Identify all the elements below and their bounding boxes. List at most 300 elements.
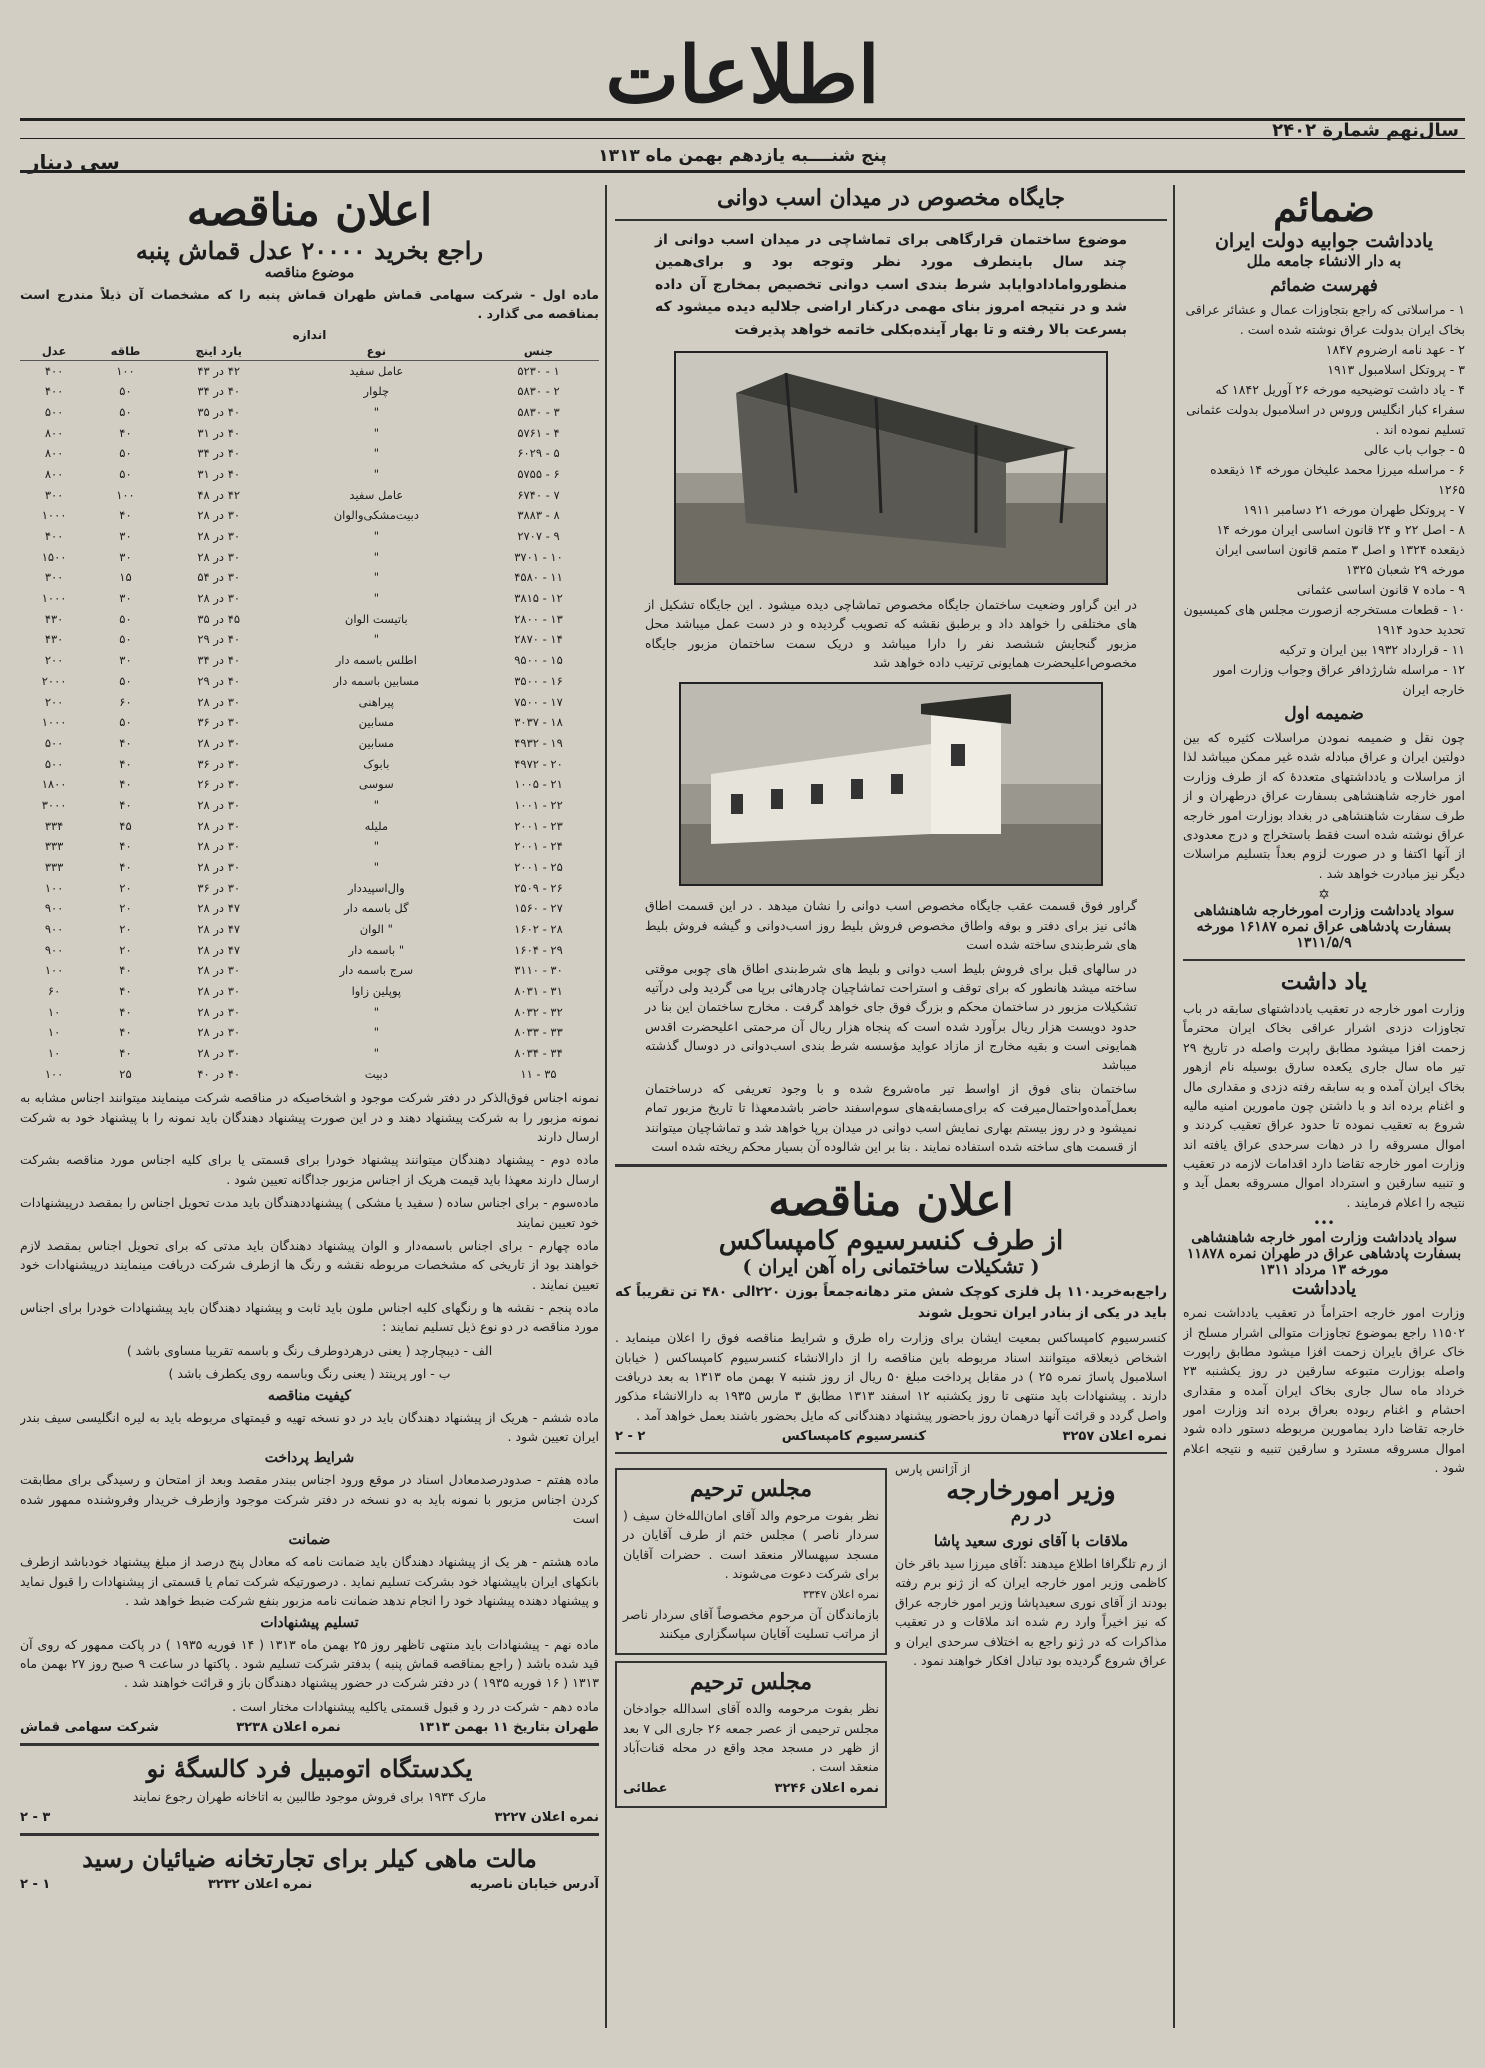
table-cell: ۲۳ - ۲۰۰۱ <box>514 818 563 833</box>
table-cell: ۳۰ <box>119 591 132 606</box>
table-cell: ۳۰ در ۲۸ <box>197 1025 241 1040</box>
table-cell: ۵۰۰ <box>44 735 64 750</box>
table-cell: ۱۵ - ۹۵۰۰ <box>514 653 563 668</box>
table-cell: ۲۰ <box>119 942 132 957</box>
table-cell: ۳۰ در ۲۸ <box>197 694 241 709</box>
table-cell: " <box>373 1045 379 1060</box>
col-roll: طاقه <box>88 342 163 361</box>
table-cell: ۴ - ۵۷۶۱ <box>517 425 560 440</box>
table-row <box>20 547 599 568</box>
cotton-table <box>20 342 599 1085</box>
rear-building-illustration <box>681 684 1101 884</box>
memorial-two-footer <box>623 1781 879 1796</box>
memorial-one-text: نظر بفوت مرحوم والد آقای امان‌الله‌خان سیف ( سردار ناصر ) مجلس ختم از طرف آقایان در مسجد سپهسالار منعقد است . حضرات آقایان برای شرکت دعوت می‌شوند . <box>623 1508 879 1582</box>
issue-price: سی دینار <box>28 150 120 174</box>
table-cell: " <box>373 467 379 482</box>
table-cell: " <box>373 405 379 420</box>
table-row <box>20 712 599 733</box>
tender-ad-footer <box>615 1429 1167 1444</box>
table-cell: ۴۰ در ۳۴ <box>197 446 241 461</box>
table-cell: مسابین <box>358 735 395 750</box>
table-cell: ۶۰ <box>119 694 132 709</box>
table-row <box>20 588 599 609</box>
left-column <box>20 185 599 2028</box>
table-cell: ۱۰۰ <box>116 487 135 502</box>
bottom-blocks <box>615 1462 1167 1814</box>
table-cell: ۳۰ <box>119 549 132 564</box>
tender-topic: موضوع مناقصه <box>264 265 355 281</box>
grandstand-illustration <box>676 353 1106 583</box>
table-cell: ۴۰ در ۴۰ <box>197 1066 241 1081</box>
table-cell: ۳۰ در ۲۶ <box>197 777 241 792</box>
memorial-notice-2 <box>615 1661 887 1808</box>
quality-header: کیفیت مناقصه <box>267 1387 352 1404</box>
table-cell: ۲۹ - ۱۶۰۴ <box>514 942 563 957</box>
table-cell: ۱۰۰ <box>44 963 64 978</box>
photo-one-caption: در این گراور وضعیت ساختمان جایگاه مخصوص تماشاچی دیده میشود . این جایگاه تشکیل از های مختلفی را خواهد داد و برطبق نقشه که تصویب گردیده و در دست عمل میباشد محل مزبور گنجایش ششصد نفر را دارا میباشد و دریک سمت ساختمان مزبور جایگاه مخصوص‌اعلیحضرت همایونی ترتیب داده خواهد شد <box>645 596 1137 671</box>
table-cell: ۲۰ <box>119 880 132 895</box>
table-cell: ۴۰ <box>119 1004 132 1019</box>
fish-ad-footer <box>20 1877 599 1892</box>
annexes-subtitle-2: به دار الانشاء جامعه ملل <box>1246 252 1402 270</box>
col-kind: جنس <box>478 342 599 361</box>
payment-header: شرایط پرداخت <box>264 1450 355 1467</box>
article-six: ماده ششم - هریک از پیشنهاد دهندگان باید در دو نسخه تهیه و قیمتهای مربوطه باید به لیره انگلیسی سیف بندر ایران تعیین شود . <box>20 1409 599 1444</box>
table-row <box>20 526 599 547</box>
table-cell: " <box>373 549 379 564</box>
fm-meeting-title: ملاقات با آقای نوری سعید پاشا <box>933 1532 1129 1551</box>
table-cell: ۸۰۰ <box>44 446 64 461</box>
table-cell: ۴۰ <box>119 839 132 854</box>
table-row <box>20 360 599 381</box>
car-ad-text: مارک ۱۹۳۴ برای فروش موجود طالبین به اتاخانه طهران رجوع نمایند <box>132 1789 487 1805</box>
table-cell: ۵ - ۶۰۲۹ <box>517 446 560 461</box>
table-row <box>20 774 599 795</box>
tender-number: نمره اعلان ۳۲۳۸ <box>236 1720 341 1736</box>
table-cell: ۱۰۰۰ <box>41 591 67 606</box>
table-cell: ۱۰۰۰ <box>41 508 67 523</box>
tender-place-date: طهران بتاریخ ۱۱ بهمن ۱۳۱۳ <box>418 1720 599 1736</box>
table-cell: ۱۳ - ۲۸۰۰ <box>514 611 563 626</box>
table-cell: ۳۰ در ۲۸ <box>197 735 241 750</box>
table-cell: ۴۰ در ۳۱ <box>197 467 241 482</box>
table-cell: ۴۰ <box>119 983 132 998</box>
table-cell: ۴۰۰ <box>44 363 64 378</box>
article-paragraph: ساختمان بنای فوق از اواسط تیر ماه‌شروع شده و با وجود تعریفی که درساختمان بعمل‌آمده‌واحتمال‌میرفت که برای‌مسابقه‌های سوم‌اسفند حاضر باشدمعهذا تا تاریخ مزبور تمام نمیشود و در روز بیستم بهاری نمایش اسب دوانی در میدان برپا خواهد شد و تماشاچیان میتوانند از قسمت های ساخته شده استفاده نمایند . بنا بر این شالوده آن بسیار محکم ریخته شده است <box>645 1080 1137 1154</box>
table-row <box>20 878 599 899</box>
masthead <box>20 20 1465 174</box>
table-cell: بابوک <box>363 756 390 771</box>
table-cell: دبیت <box>364 1066 388 1081</box>
company-name: شرکت سهامی قماش <box>20 1720 159 1736</box>
table-cell: ۲ - ۵۸۳۰ <box>517 384 560 399</box>
table-cell: ۸۰۰ <box>44 467 64 482</box>
table-cell: ۴۰ در ۲۹ <box>197 673 241 688</box>
table-cell: " <box>373 570 379 585</box>
tender-ad-subtitle: ( تشکیلات ساختمانی راه آهن ایران ) <box>742 1256 1040 1279</box>
list-item: ۸ - اصل ۲۲ و ۲۴ قانون اساسی ایران مورخه ۱۴ ذیقعده ۱۳۲۴ و اصل ۳ متمم قانون اساسی ایران مورخه ۲۹ شعبان ۱۳۲۵ <box>1215 522 1465 577</box>
fm-text: از رم تلگرافا اطلاع میدهند :آقای میرزا سید باقر خان کاظمی وزیر امور خارجه ایران که از ژنو برم رفته بودند از آقای نوری سعیدپاشا وزیر امور خارجه عراق که نیز اخیراً وارد رم شده اند ملاقات و در تعقیب مذاکرات که در ژنو راجع به اختلاف سرحدی ایران و عراق شروع گردیده بود تبادل افکار خواهند نمود . <box>895 1556 1167 1668</box>
table-cell: مسابین باسمه دار <box>333 673 420 688</box>
table-cell: ۲۱ - ۱۰۰۵ <box>514 777 563 792</box>
note-one-title: یاد داشت <box>1280 969 1368 995</box>
table-cell: ۲۸ - ۱۶۰۲ <box>514 921 563 936</box>
divider <box>615 1164 1167 1167</box>
memorial-one-title: مجلس ترحیم <box>689 1476 813 1503</box>
table-cell: ۱۵ <box>119 570 132 585</box>
tender-ad-number: نمره اعلان ۳۲۵۷ <box>1062 1429 1167 1445</box>
table-cell: ۳۰۰۰ <box>41 797 67 812</box>
table-cell: " <box>373 1004 379 1019</box>
table-cell: ۶۰ <box>47 983 61 998</box>
table-cell: ۴۰ <box>119 425 132 440</box>
size-header: اندازه <box>292 327 327 342</box>
table-cell: ۴۰ <box>119 797 132 812</box>
table-cell: ۴۰۰ <box>44 384 64 399</box>
table-cell: " <box>373 446 379 461</box>
list-item: ۴ - یاد داشت توضیحیه مورخه ۲۶ آوریل ۱۸۴۲ که سفراء کبار انگلیس وروس در اسلامبول بدولت عثمانی تسلیم نموده اند . <box>1186 382 1465 437</box>
table-cell: ۴۷ در ۲۸ <box>197 921 241 936</box>
table-cell: ۴۵ <box>119 818 132 833</box>
article-five-a: الف - دیبچارچد ( یعنی درهردوطرف رنگ و باسمه تقریبا مساوی باشد ) <box>126 1342 493 1358</box>
table-cell: ۱۶ - ۳۵۰۰ <box>514 673 563 688</box>
table-row <box>20 402 599 423</box>
table-cell: ۵۰ <box>119 467 132 482</box>
article-one: ماده اول - شرکت سهامی قماش طهران قماش پنبه را که مشخصات آن ذیلاً مندرج است بمناقصه می گذارد . <box>20 287 599 322</box>
table-cell: ۹۰۰ <box>44 921 64 936</box>
table-cell: ۴۰ <box>119 777 132 792</box>
col-size: یارد اینچ <box>163 342 275 361</box>
table-row <box>20 898 599 919</box>
right-column <box>1183 185 1465 2028</box>
tender-ad-signature: کنسرسیوم کامپساکس <box>781 1429 927 1445</box>
tender-ad-title: اعلان مناقصه <box>768 1175 1014 1227</box>
table-cell: ۹۰۰ <box>44 942 64 957</box>
table-row <box>20 754 599 775</box>
table-row <box>20 567 599 588</box>
table-cell: ۳۰ <box>119 529 132 544</box>
table-cell: ۱۰۰ <box>44 1066 64 1081</box>
table-row <box>20 629 599 650</box>
photo-two-caption: گراور فوق قسمت عقب جایگاه مخصوص اسب دوانی را نشان میدهد . در این قسمت اطاق هائی نیز برای دفتر و بوفه واطاق مخصوص فروش بلیط روز اسب‌دوانی و گیشه فروش بلیط های شرط‌بندی ساخته شده است <box>645 898 1137 953</box>
table-cell: ۱۰۰۰ <box>41 715 67 730</box>
table-cell: ۱۰ - ۳۷۰۱ <box>514 549 563 564</box>
note-two-text: وزارت امور خارجه احتراماً در تعقیب یادداشت نمره ۱۱۵۰۲ راجع بموضوع تجاوزات متوالی اشرار مسلح از خاک عراق بایران زحمت افزا میشود مطابق راپورت واصله بوزارت متبوعه سارقین در روز یکشنبه ۲۳ خرداد ماه سال جاری بخاک ایران آمده و مقداری احشام و اغنام ربوده بعراق برده اند وزارت امور خارجه تقاضا دارد بمامورین مربوطه دستور داده شود اموال مسروقه مسترد و سارقین تنبیه و نتیجه اعلام شود . <box>1183 1305 1465 1476</box>
table-cell: ۵۰ <box>119 611 132 626</box>
table-cell: ۴۳۰ <box>44 611 64 626</box>
list-item: ۲ - عهد نامه ارضروم ۱۸۴۷ <box>1325 342 1465 357</box>
table-cell: " <box>373 839 379 854</box>
table-cell: پیراهنی <box>358 694 394 709</box>
list-item: ۱۲ - مراسله شارژدافر عراق وجواب وزارت امور خارجه ایران <box>1213 662 1465 697</box>
table-cell: ۵۰ <box>119 673 132 688</box>
masthead-rule <box>20 118 1465 121</box>
table-cell: ۴۷ در ۲۸ <box>197 901 241 916</box>
article-lead: موضوع ساختمان قرارگاهی برای تماشاچی در میدان اسب دوانی از چند سال باینطرف مورد نظر وتوجه بود و برای‌همین منظوروامادادوایابد شرط بندی اسب دوانی تخصیص بمخارج آن داده شد و در نتیجه امروز بنای مهمی درکنار اراضی جلالیه دیده میشود که بسرعت بالا رفته و تا بهار آینده‌بکلی خاتمه خواهد پذیرفت <box>655 232 1127 338</box>
table-cell: ۳۰ در ۲۸ <box>197 859 241 874</box>
note-one-text: وزارت امور خارجه در تعقیب یادداشتهای سابقه در باب تجاوزات دزدی اشرار عراقی بخاک ایران محترماً زحمت افزا میشود مطابق راپرت واصله در تاریخ ۲۹ تیر ماه سال جاری یکعده سارق بوسیله نام ازهور بخاک ایران آمده و به سابقه رفته دزدی و مقداری مال و اغنام برده اند و با داشتن چون مامورین امنیه مالیه شروع به تعقیب نموده تا حدود عراق تعقیب کردند و اموال مسروقه را در دهات سرحدی عراق یافته اند وزارت امور خارجه تقاضا دارد اقدامات لازمه در تعقیب و تنبیه سارقین و استرداد اموال مسروقه بعمل آید و نتیجه را اعلام فرمایند . <box>1183 1001 1465 1210</box>
cotton-tender-subtitle: راجع بخرید ۲۰۰۰۰ عدل قماش پنبه <box>135 236 484 265</box>
annex-list-title: فهرست ضمائم <box>1270 276 1378 296</box>
table-cell: ۷ - ۶۷۴۰ <box>517 487 560 502</box>
divider <box>1183 959 1465 961</box>
list-item: ۱۰ - قطعات مستخرجه ازصورت مجلس های کمیسیون تحدید حدود ۱۹۱۴ <box>1183 602 1465 637</box>
table-cell: ۲۶ - ۲۵۰۹ <box>514 880 563 895</box>
table-cell: ۴۲ در ۴۸ <box>197 487 241 502</box>
guarantee-header: ضمانت <box>288 1532 331 1549</box>
fish-ad-title: مالت ماهی کیلر برای تجارتخانه ضیائیان رسید <box>82 1844 537 1874</box>
table-cell: ۴۰ <box>119 963 132 978</box>
annex-one-title: ضمیمه اول <box>1284 704 1364 724</box>
table-cell: سرج باسمه دار <box>339 963 414 978</box>
memorial-two-signature: عطائی <box>623 1780 668 1796</box>
copy-one-title: سواد یادداشت وزارت امورخارجه شاهنشاهی بسفارت پادشاهی عراق نمره ۱۶۱۸۷ مورخه ۱۳۱۱/۵/۹ <box>1193 903 1455 951</box>
table-cell: " <box>373 1025 379 1040</box>
divider <box>615 1452 1167 1454</box>
table-cell: ۳۰ در ۳۶ <box>197 756 241 771</box>
table-cell: ۳۲ - ۸۰۳۲ <box>514 1004 563 1019</box>
table-cell: ۳۱ - ۸۰۳۱ <box>514 983 563 998</box>
memorial-one-number: نمره اعلان ۳۳۴۷ <box>802 1587 879 1601</box>
tender-ad-code: ۲ - ۲ <box>615 1429 646 1445</box>
article-nine: ماده نهم - پیشنهادات باید منتهی تاظهر روز ۲۵ بهمن ماه ۱۳۱۳ ( ۱۴ فوریه ۱۹۳۵ ) در پاکت ممهور که روی آن قید شده باشد ( راجع بمناقصه قماش پنبه ) بدفتر شرکت تسلیم شود . پاکتها در ساعت ۹ صبح روز ۲۷ بهمن ماه ۱۳۱۳ ( ۱۶ فوریه ۱۹۳۵ ) در دفتر شرکت در حضور پیشنهاد دهندگان باز و قرائت خواهند شد . <box>20 1636 599 1691</box>
dots-ornament-icon: ••• <box>1313 1216 1335 1231</box>
table-cell: ۲۰ <box>119 921 132 936</box>
table-cell: " <box>373 425 379 440</box>
table-cell: ۳۰ در ۲۸ <box>197 983 241 998</box>
table-cell: ۵۰ <box>119 715 132 730</box>
table-cell: ۴۷ در ۲۸ <box>197 942 241 957</box>
memorial-notice-1 <box>615 1468 887 1655</box>
car-ad-number: نمره اعلان ۳۲۲۷ <box>494 1810 599 1826</box>
table-cell: ۳۳۴ <box>44 818 64 833</box>
table-cell: ۴۵ در ۳۵ <box>197 611 241 626</box>
tender-ad-bold: راجع‌به‌خرید۱۱۰ پل فلزی کوچک شش متر دهانه‌جمعاً بوزن ۲۲۰الی ۴۸۰ تن تقریباً که باید در یکی از بنادر ایران تحویل شوند <box>615 1284 1167 1322</box>
cotton-tender-footer <box>20 1720 599 1735</box>
article-three: ماده‌سوم - برای اجناس ساده ( سفید یا مشکی ) پیشنهاددهندگان باید مدت تحویل اجناس را بمقصد درپیشنهادات خود تعیین نمایند <box>20 1195 599 1230</box>
table-cell: ۳۰ - ۳۱۱۰ <box>514 963 563 978</box>
delivery-header: تسلیم پیشنهادات <box>260 1614 359 1631</box>
table-cell: ۳۰ در ۳۶ <box>197 715 241 730</box>
table-cell: ۲۰۰ <box>44 653 64 668</box>
article-five: ماده پنجم - نقشه ها و رنگهای کلیه اجناس ملون باید ثابت و پیشنهاد دهندگان باید پیشنهادات خودرا برای اجناس مورد مناقصه در دو نوع ذیل تسلیم نمایند : <box>20 1300 599 1335</box>
table-row <box>20 671 599 692</box>
memorial-notices <box>615 1462 887 1814</box>
masthead-rule-2 <box>20 138 1465 139</box>
table-row <box>20 816 599 837</box>
table-cell: ۱۵۰۰ <box>41 549 67 564</box>
table-cell: ۴۰ <box>119 756 132 771</box>
grandstand-photo <box>674 351 1108 585</box>
table-cell: ۴۰ در ۲۹ <box>197 632 241 647</box>
col-type: نوع <box>275 342 478 361</box>
table-cell: " <box>373 529 379 544</box>
table-cell: ۳۰ در ۲۸ <box>197 549 241 564</box>
middle-column <box>615 185 1167 2028</box>
table-cell: ۴۰ <box>119 1045 132 1060</box>
table-cell: مسابین <box>358 715 395 730</box>
table-cell: پوپلین زاوا <box>351 983 402 998</box>
table-cell: ۱۷ - ۷۵۰۰ <box>514 694 563 709</box>
table-cell: ۳۳۳ <box>44 859 64 874</box>
car-ad-code: ۳ - ۲ <box>20 1810 51 1826</box>
table-cell: " <box>373 591 379 606</box>
table-cell: " الوان <box>359 921 393 936</box>
table-row <box>20 650 599 671</box>
table-cell: ۳۰ در ۲۸ <box>197 529 241 544</box>
table-cell: ۲۷ - ۱۵۶۰ <box>514 901 563 916</box>
table-cell: ۴۰ در ۳۴ <box>197 653 241 668</box>
table-cell: ۱۰۰ <box>116 363 135 378</box>
table-cell: وال‌اسپیددار <box>347 880 405 895</box>
column-divider-1 <box>1173 185 1175 2028</box>
tender-ad-text: کنسرسیوم کامپساکس بمعیت ایشان برای وزارت راه طرق و شرایط مناقصه فوق را اعلان مینماید . اشخاص ذیعلاقه میتوانند اسناد مربوطه باین مناقصه را از دارالانشاء کنسرسیوم کامپساکس ( خیابان اسلامبول پاساژ نمره ۲۵ ) در مقابل پرداخت مبلغ ۵۰ ریال از روز شنبه ۷ بهمن ماه ۱۳۱۳ به بعد دریافت دارند . پیشنهادات باید منتهی تا روز یکشنبه ۱۲ اسفند ۱۳۱۳ مطابق ۳ مارس ۱۹۳۵ به دارالانشاء مذکور واصل گردد و قرائت آنها درهمان روز باحضور پیشنهاد دهندگانی که مایل بحضور باشند بعمل خواهد آمد . <box>615 1330 1167 1423</box>
col-bale: عدل <box>20 342 88 361</box>
table-cell: ۶ - ۵۷۵۵ <box>517 467 560 482</box>
masthead-rule-3 <box>20 170 1465 173</box>
table-cell: ۴۲ در ۴۳ <box>197 363 241 378</box>
table-cell: ۳۰ در ۳۶ <box>197 880 241 895</box>
article-five-b: ب - اور پرینتد ( یعنی رنگ وباسمه روی یکطرف باشد ) <box>168 1366 451 1382</box>
table-cell: ملیله <box>364 818 389 833</box>
table-row <box>20 857 599 878</box>
table-row <box>20 981 599 1002</box>
annex-one-text: چون نقل و ضمیمه نمودن مراسلات کثیره که بین دولتین ایران و عراق مبادله شده غیر ممکن میباشد لذا از مراسلات و یادداشتهای متعددهٔ که از طرف وزارت امور خارجه شاهنشاهی بسفارت عراق درطهران و از طرف سفارت شاهنشاهی در بغداد بوزارت امور خارجه عراق نوشته شده است فقط باستخراج و درج معدودی از آنها اکتفا و در صورت لزوم بعداً بتسلیم مراسلات دیگر نیز مبادرت خواهد شد . <box>1183 730 1465 881</box>
table-cell: ۵۰۰ <box>44 405 64 420</box>
table-cell: ۳۰۰ <box>44 570 64 585</box>
table-cell: " باسمه دار <box>348 942 405 957</box>
table-row <box>20 464 599 485</box>
article-two: ماده دوم - پیشنهاد دهندگان میتوانند پیشنهاد خودرا برای قسمتی یا برای کلیه اجناس مورد مناقصه بشرکت ارسال دارند معهذا باید قیمت هریک از اجناس مزبور جداگانه تعیین شود . <box>20 1152 599 1187</box>
newspaper-title: اطلاعات <box>605 30 880 121</box>
table-cell: گل باسمه دار <box>344 901 409 916</box>
table-row <box>20 1064 599 1085</box>
table-cell: ۳۰ <box>119 653 132 668</box>
table-row <box>20 795 599 816</box>
table-cell: ۲۵ <box>119 1066 132 1081</box>
table-cell: " <box>373 859 379 874</box>
table-cell: ۴۳۰ <box>44 632 64 647</box>
table-row <box>20 609 599 630</box>
table-cell: ۴۰ <box>119 508 132 523</box>
column-divider-2 <box>605 185 607 2028</box>
table-cell: ۱۰ <box>47 1004 61 1019</box>
list-item: ۱ - مراسلاتی که راجع بتجاوزات عمال و عشائر عراقی بخاک ایران بدولت عراق نوشته شده است . <box>1185 302 1465 337</box>
annexes-subtitle: یادداشت جوابیه دولت ایران <box>1214 230 1434 252</box>
issue-number: سال‌نهم شمارة ۲۴۰۲ <box>1272 120 1459 141</box>
table-cell: ۳۰ در ۲۸ <box>197 839 241 854</box>
table-row <box>20 692 599 713</box>
table-cell: ۴۰ <box>119 859 132 874</box>
pars-agency: از آژانس پارس <box>895 1462 971 1477</box>
table-cell: عامل سفید <box>349 487 404 502</box>
table-cell: ۹۰۰ <box>44 901 64 916</box>
table-cell: ۲۰ - ۴۹۷۲ <box>514 756 563 771</box>
table-row <box>20 505 599 526</box>
memorial-two-title: مجلس ترحیم <box>689 1669 813 1696</box>
table-row <box>20 1022 599 1043</box>
table-cell: چلوار <box>363 384 390 399</box>
note-two-title: یادداشت <box>1291 1278 1357 1300</box>
table-cell: ۴۰ در ۳۵ <box>197 405 241 420</box>
table-cell: ۵۰ <box>119 405 132 420</box>
cotton-table-body <box>20 360 599 1084</box>
car-ad-footer <box>20 1810 599 1825</box>
table-cell: ۳۰ در ۵۴ <box>197 570 241 585</box>
table-cell: ۱۰۰ <box>44 880 64 895</box>
table-cell: ۱۸ - ۳۰۳۷ <box>514 715 563 730</box>
fish-ad-address: آدرس خیابان ناصریه <box>469 1877 599 1893</box>
table-cell: ۳۳۳ <box>44 839 64 854</box>
table-header-row <box>20 342 599 361</box>
table-cell: ۳۰۰ <box>44 487 64 502</box>
table-row <box>20 919 599 940</box>
tender-ad-from: از طرف کنسرسیوم کامپساکس <box>718 1226 1064 1257</box>
table-cell: ۵۰ <box>119 446 132 461</box>
table-cell: ۱۰ <box>47 1025 61 1040</box>
table-row <box>20 485 599 506</box>
table-cell: عامل سفید <box>349 363 404 378</box>
table-cell: " <box>373 632 379 647</box>
fish-ad-number: نمره اعلان ۳۲۳۲ <box>207 1877 313 1893</box>
table-cell: ۳ - ۵۸۳۰ <box>517 405 560 420</box>
table-cell: ۳۵ - ۱۱ <box>520 1066 557 1081</box>
rear-building-photo <box>679 682 1103 886</box>
table-cell: ۲۵ - ۲۰۰۱ <box>514 859 563 874</box>
table-cell: ۵۰ <box>119 632 132 647</box>
table-cell: " <box>373 797 379 812</box>
table-row <box>20 960 599 981</box>
list-item: ۹ - ماده ۷ قانون اساسی عثمانی <box>1296 582 1465 597</box>
car-ad-title: یکدستگاه اتومبیل فرد کالسگهٔ نو <box>146 1754 473 1784</box>
article-four: ماده چهارم - برای اجناس باسمه‌دار و الوان پیشنهاد دهندگان باید مدتی که برای تحویل اجناس بمقصد لازم خواهند بود از تاریخی که مشخصات مربوطه نقشه و رنگ ها ازطرف شرکت دریافت مینمایند درپیشنهادات خود تعیین نمایند . <box>20 1237 599 1292</box>
article-paragraph: در سالهای قبل برای فروش بلیط اسب دوانی و بلیط های شرط‌بندی اطاق های چوبی موقتی ساخته میشد هانطور که برای توقف و استراحت تماشاچیان چادرهائی برپا می گردید ولی درآتیه تشکیلات مزبور در ساختمان محکم و بزرگ فوق جای خواهد گرفت . مخارج ساختمان این بنا در حدود دویست هزار ریال برآورد شده است که پنجاه هزار ریال آن مرحمتی اعلیحضرت اقدس همایونی است و بقیه مخارج از مازاد عواید مؤسسه شرط بندی اسب‌دوانی در دوسال گذشته میباشد <box>645 960 1137 1073</box>
table-cell: ۴۰ <box>119 735 132 750</box>
copy-two-title: سواد یادداشت وزارت امور خارجه شاهنشاهی بسفارت پادشاهی عراق در طهران نمره ۱۱۸۷۸ مورخه ۱۳ مرداد ۱۳۱۱ <box>1186 1230 1462 1279</box>
divider <box>20 1833 599 1836</box>
table-cell: ۴۰ در ۳۱ <box>197 425 241 440</box>
foreign-minister-news <box>895 1462 1167 1814</box>
list-item: ۵ - جواب باب عالی <box>1363 442 1465 457</box>
table-cell: ۳۰ در ۲۸ <box>197 818 241 833</box>
memorial-two-text: نظر بفوت مرحومه والده آقای اسدالله جوادخان مجلس ترحیمی از عصر جمعه ۲۶ جاری الی ۷ بعد از ظهر در مسجد مجد واقع در محله قنات‌آباد منعقد است . <box>623 1701 880 1775</box>
table-cell: ۱۹ - ۴۹۳۲ <box>514 735 563 750</box>
table-row <box>20 836 599 857</box>
table-cell: ۴۰ <box>119 1025 132 1040</box>
table-cell: ۲۰۰۰ <box>41 673 67 688</box>
star-ornament-icon: ✡ <box>1318 887 1330 903</box>
sample-note: نمونه اجناس فوق‌الذکر در دفتر شرکت موجود و اشخاصیکه در مناقصه شرکت مینمایند میتوانند اجناس مشابه به نمونه مزبور را به شرکت پیشنهاد دهند و در این صورت پیشنهاد دهندگان باید نمونه را با پیشنهاد خود به شرکت ارسال دارند <box>20 1090 599 1145</box>
table-cell: ۵۰ <box>119 384 132 399</box>
article-headline: جایگاه مخصوص در میدان اسب دوانی <box>717 185 1065 211</box>
table-cell: ۳۰ در ۲۸ <box>197 508 241 523</box>
table-cell: ۴۰۰ <box>44 529 64 544</box>
table-cell: سوسی <box>358 777 394 792</box>
memorial-one-extra: بازماندگان آن مرحوم مخصوصاً آقای سردار ناصر از مراتب تسلیت آقایان سپاسگزاری میکنند <box>623 1606 879 1641</box>
fm-title: وزیر امورخارجه <box>946 1476 1116 1507</box>
table-cell: ۵۰۰ <box>44 756 64 771</box>
memorial-two-number: نمره اعلان ۳۲۴۶ <box>774 1780 879 1796</box>
article-eight: ماده هشتم - هر یک از پیشنهاد دهندگان باید ضمانت نامه که معادل پنج درصد از مبلغ پیشنهاد خودباشد ازطرف بانکهای ایران باپیشنهاد خود بشرکت تسلیم نماید . درصورتیکه شرکت تمام یا قسمتی از پیشنهادات را قبول نماید و پیشنهاد دهنده پیشنهاد خود را انجام ندهد ضمانت نامه مزبور بنفع شرکت ضبط خواهد شد . <box>20 1554 599 1609</box>
list-item: ۳ - پروتکل اسلامبول ۱۹۱۳ <box>1327 362 1465 377</box>
cotton-tender-title: اعلان مناقصه <box>186 185 433 236</box>
list-item: ۶ - مراسله میرزا محمد علیخان مورخه ۱۴ ذیقعده ۱۲۶۵ <box>1210 462 1465 497</box>
fm-subtitle: در رم <box>1010 1506 1052 1527</box>
table-cell: ۱۰ <box>47 1045 61 1060</box>
article-ten: ماده دهم - شرکت در رد و قبول قسمتی یاکلیه پیشنهادات مختار است . <box>232 1698 599 1714</box>
list-item: ۱۱ - قرارداد ۱۹۳۲ بین ایران و ترکیه <box>1279 642 1465 657</box>
annex-list <box>1183 300 1465 700</box>
